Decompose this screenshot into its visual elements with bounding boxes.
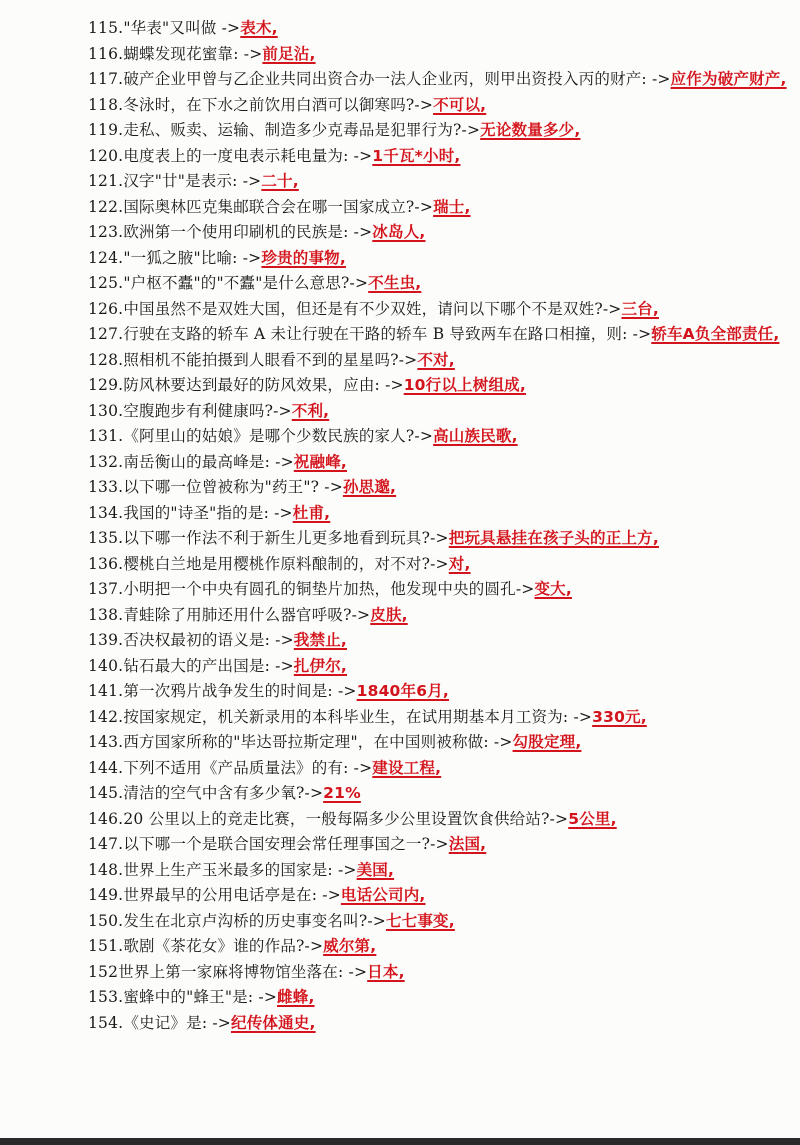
list-item: [88, 399, 788, 425]
item-number: 137.: [88, 580, 124, 598]
question-text: 下列不适用《产品质量法》的有: ->: [123, 758, 373, 777]
list-item: [88, 552, 788, 578]
question-text: 破产企业甲曾与乙企业共同出资合办一法人企业丙，则甲出资投入丙的财产: ->: [123, 70, 671, 88]
item-number: 140.: [88, 656, 124, 675]
list-item: [88, 501, 788, 527]
item-number: 141.: [88, 682, 124, 700]
answer-text: 1千瓦*小时,: [372, 146, 461, 165]
answer-text: 美国,: [356, 860, 395, 879]
list-item: [88, 373, 788, 399]
question-text: 按国家规定，机关新录用的本科毕业生，在试用期基本月工资为: ->: [123, 707, 593, 726]
item-number: 154.: [88, 1013, 124, 1032]
question-text: 走私、贩卖、运输、制造多少克毒品是犯罪行为?->: [123, 121, 481, 139]
item-number: 126.: [88, 299, 124, 318]
answer-text: 日本,: [367, 962, 405, 981]
item-number: 145.: [88, 784, 124, 802]
question-text: 《史记》是: ->: [123, 1013, 231, 1032]
list-item: [88, 93, 788, 119]
list-item: [88, 475, 788, 501]
answer-text: 把玩具悬挂在孩子头的正上方,: [448, 529, 659, 547]
item-number: 136.: [88, 554, 124, 573]
answer-text: 不利,: [291, 401, 330, 420]
answer-text: 无论数量多少,: [480, 121, 581, 139]
answer-text: 勾股定理,: [512, 733, 582, 751]
answer-text: 21%: [323, 784, 361, 802]
item-number: 152: [88, 962, 119, 981]
question-text: 空腹跑步有利健康吗?->: [123, 401, 292, 420]
answer-text: 法国,: [448, 835, 487, 853]
answer-text: 威尔第,: [323, 937, 377, 955]
list-item: [88, 781, 788, 807]
answer-text: 我禁止,: [293, 631, 347, 649]
answer-text: 孙思邈,: [342, 478, 397, 496]
list-item: [88, 628, 788, 654]
question-text: "华表"又叫做 ->: [123, 19, 241, 37]
question-text: 发生在北京卢沟桥的历史事变名叫?->: [123, 911, 386, 930]
item-number: 138.: [88, 605, 124, 624]
answer-text: 表木,: [240, 19, 278, 37]
list-item: [88, 934, 788, 960]
list-item: [88, 246, 788, 272]
list-item: [88, 424, 788, 450]
item-number: 122.: [88, 197, 124, 216]
answer-text: 5公里,: [568, 809, 617, 828]
list-item: [88, 985, 788, 1011]
answer-text: 杜甫,: [292, 503, 331, 522]
list-item: [88, 220, 788, 246]
answer-text: 三台,: [621, 299, 659, 318]
question-text: 中国虽然不是双姓大国，但还是有不少双姓，请问以下哪个不是双姓?->: [123, 299, 622, 318]
list-item: [88, 807, 788, 833]
answer-text: 不对,: [417, 350, 455, 369]
qa-list: [88, 16, 788, 1036]
answer-text: 变大,: [534, 580, 572, 598]
question-text: 歌剧《茶花女》谁的作品?->: [123, 937, 324, 955]
list-item: [88, 858, 788, 884]
list-item: [88, 883, 788, 909]
question-text: 钻石最大的产出国是: ->: [123, 656, 294, 675]
item-number: 147.: [88, 835, 124, 853]
answer-text: 电话公司内,: [340, 886, 426, 904]
item-number: 142.: [88, 707, 124, 726]
question-text: 20 公里以上的竞走比赛，一般每隔多少公里设置饮食供给站?->: [123, 809, 569, 828]
question-text: "一狐之腋"比喻: ->: [123, 248, 262, 267]
list-item: [88, 42, 788, 68]
page-bottom-edge: [0, 1138, 800, 1145]
item-number: 115.: [88, 19, 124, 37]
list-item: [88, 960, 788, 986]
item-number: 139.: [88, 631, 124, 649]
question-text: 蜜蜂中的"蜂王"是: ->: [123, 988, 278, 1006]
question-text: 《阿里山的姑娘》是哪个少数民族的家人?->: [123, 427, 434, 445]
question-text: 清洁的空气中含有多少氧?->: [123, 784, 324, 802]
list-item: [88, 654, 788, 680]
list-item: [88, 118, 788, 144]
item-number: 133.: [88, 478, 124, 496]
answer-text: 10行以上树组成,: [403, 376, 526, 394]
question-text: 否决权最初的语义是: ->: [123, 631, 294, 649]
question-text: 电度表上的一度电表示耗电量为: ->: [123, 146, 373, 165]
question-text: 蝴蝶发现花蜜靠: ->: [123, 44, 263, 63]
question-text: 青蛙除了用肺还用什么器官呼吸?->: [123, 605, 371, 624]
item-number: 131.: [88, 427, 124, 445]
item-number: 124.: [88, 248, 124, 267]
list-item: [88, 577, 788, 603]
question-text: 樱桃白兰地是用樱桃作原料酿制的，对不对?->: [123, 554, 449, 573]
question-text: 世界上生产玉米最多的国家是: ->: [123, 860, 357, 879]
answer-text: 对,: [448, 554, 471, 573]
item-number: 128.: [88, 350, 124, 369]
answer-text: 不生虫,: [368, 274, 422, 292]
answer-text: 七七事变,: [385, 911, 455, 930]
list-item: [88, 297, 788, 323]
item-number: 118.: [88, 95, 124, 114]
item-number: 130.: [88, 401, 124, 420]
list-item: [88, 67, 788, 93]
item-number: 144.: [88, 758, 124, 777]
list-item: [88, 705, 788, 731]
item-number: 116.: [88, 44, 124, 63]
answer-text: 应作为破产财产,: [670, 70, 787, 88]
answer-text: 建设工程,: [372, 758, 442, 777]
question-text: 汉字"廿"是表示: ->: [123, 172, 262, 190]
item-number: 125.: [88, 274, 124, 292]
list-item: [88, 348, 788, 374]
answer-text: 330元,: [592, 707, 647, 726]
question-text: 照相机不能拍摄到人眼看不到的星星吗?->: [123, 350, 418, 369]
list-item: [88, 526, 788, 552]
item-number: 148.: [88, 860, 124, 879]
item-number: 150.: [88, 911, 124, 930]
item-number: 123.: [88, 223, 124, 241]
question-text: 南岳衡山的最高峰是: ->: [123, 452, 294, 471]
question-text: 小明把一个中央有圆孔的铜垫片加热，他发现中央的圆孔->: [123, 580, 535, 598]
answer-text: 不可以,: [433, 95, 487, 114]
list-item: [88, 271, 788, 297]
list-item: [88, 603, 788, 629]
list-item: [88, 756, 788, 782]
question-text: 以下哪一个是联合国安理会常任理事国之一?->: [123, 835, 449, 853]
item-number: 117.: [88, 70, 124, 88]
answer-text: 皮肤,: [370, 605, 408, 624]
question-text: 西方国家所称的"毕达哥拉斯定理"，在中国则被称做: ->: [123, 733, 513, 751]
question-text: 欧洲第一个使用印刷机的民族是: ->: [123, 223, 373, 241]
question-text: 冬泳时，在下水之前饮用白酒可以御寒吗?->: [123, 95, 434, 114]
item-number: 120.: [88, 146, 124, 165]
answer-text: 前足沾,: [262, 44, 316, 63]
answer-text: 祝融峰,: [293, 452, 347, 471]
item-number: 127.: [88, 325, 124, 343]
list-item: [88, 1011, 788, 1037]
question-text: 国际奥林匹克集邮联合会在哪一国家成立?->: [123, 197, 434, 216]
answer-text: 扎伊尔,: [293, 656, 347, 675]
answer-text: 珍贵的事物,: [261, 248, 346, 267]
item-number: 149.: [88, 886, 124, 904]
list-item: [88, 16, 788, 42]
item-number: 135.: [88, 529, 124, 547]
question-text: 世界最早的公用电话亭是在: ->: [123, 886, 341, 904]
question-text: 世界上第一家麻将博物馆坐落在: ->: [118, 962, 368, 981]
answer-text: 二十,: [261, 172, 299, 190]
answer-text: 1840年6月,: [356, 682, 450, 700]
item-number: 143.: [88, 733, 124, 751]
question-text: 防风林要达到最好的防风效果，应由: ->: [123, 376, 404, 394]
item-number: 153.: [88, 988, 124, 1006]
question-text: 行驶在支路的轿车 A 未让行驶在干路的轿车 B 导致两车在路口相撞，则: ->: [123, 325, 652, 343]
list-item: [88, 322, 788, 348]
list-item: [88, 169, 788, 195]
item-number: 121.: [88, 172, 124, 190]
answer-text: 冰岛人,: [372, 223, 426, 241]
item-number: 119.: [88, 121, 124, 139]
question-text: 以下哪一作法不利于新生儿更多地看到玩具?->: [123, 529, 449, 547]
item-number: 151.: [88, 937, 124, 955]
answer-text: 雌蜂,: [277, 988, 315, 1006]
answer-text: 高山族民歌,: [433, 427, 518, 445]
list-item: [88, 144, 788, 170]
question-text: "户枢不蠹"的"不蠹"是什么意思?->: [123, 274, 369, 292]
list-item: [88, 909, 788, 935]
list-item: [88, 195, 788, 221]
list-item: [88, 832, 788, 858]
item-number: 132.: [88, 452, 124, 471]
answer-text: 轿车A负全部责任,: [651, 325, 780, 343]
list-item: [88, 679, 788, 705]
answer-text: 瑞士,: [433, 197, 471, 216]
answer-text: 纪传体通史,: [231, 1013, 316, 1032]
list-item: [88, 730, 788, 756]
item-number: 146.: [88, 809, 124, 828]
question-text: 我国的"诗圣"指的是: ->: [123, 503, 293, 522]
list-item: [88, 450, 788, 476]
item-number: 129.: [88, 376, 124, 394]
question-text: 以下哪一位曾被称为"药王"? ->: [123, 478, 343, 496]
item-number: 134.: [88, 503, 124, 522]
question-text: 第一次鸦片战争发生的时间是: ->: [123, 682, 357, 700]
